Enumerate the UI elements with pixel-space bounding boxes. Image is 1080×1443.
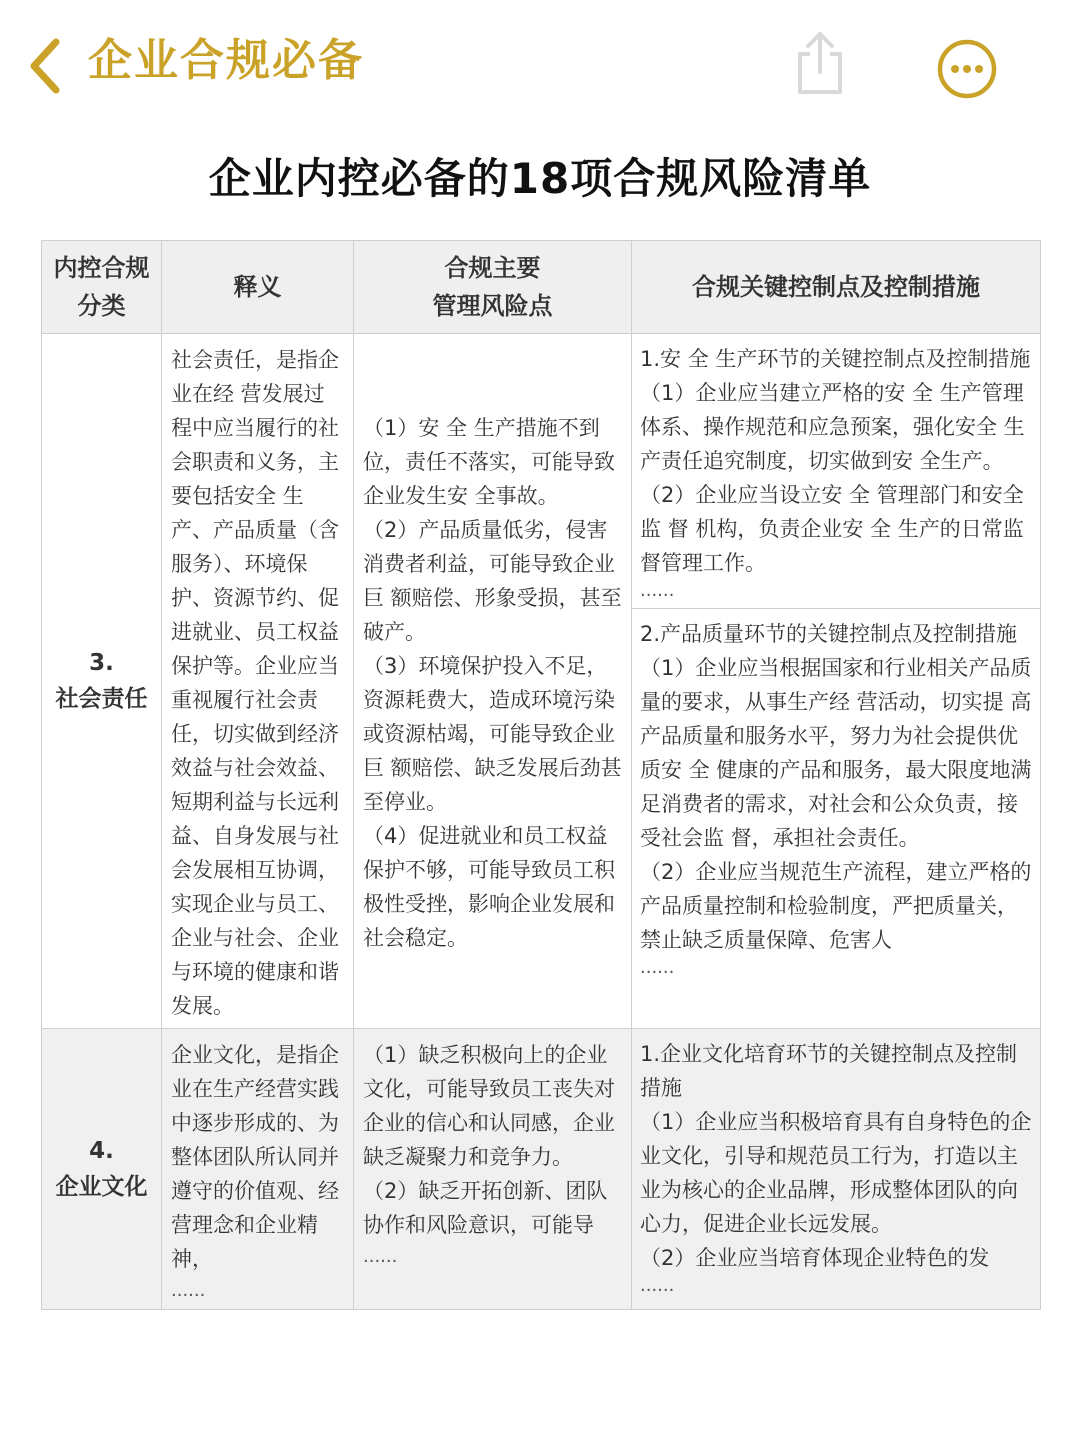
control-text: 1.安 全 生产环节的关键控制点及控制措施 （1）企业应当建立严格的安 全 生产管理体系、操作规范和应急预案，强化安全 生产责任追究制度，切实做到安 全生产。 （2）企业应当设立安 全 管理部门和安全 监 督 机构，负责企业安 全 生产的日常监 督管理工作。 (640, 347, 1031, 575)
header-category: 内控合规 分类 (42, 241, 162, 334)
definition-text: 企业文化，是指企业在生产经营实践中逐步形成的、为整体团队所认同并遵守的价值观、经营理念和企业精神， (171, 1043, 339, 1271)
risk-table (41, 240, 1041, 1310)
risks-cell (354, 1029, 632, 1310)
risks-text: （1）缺乏积极向上的企业文化，可能导致员工丧失对企业的信心和认同感，企业缺乏凝聚力和竞争力。 （2）缺乏开拓创新、团队协作和风险意识，可能导 (363, 1043, 615, 1237)
table-header-row (42, 241, 1041, 334)
header-controls: 合规关键控制点及控制措施 (632, 241, 1041, 334)
control-ellipsis: ...... (640, 1275, 675, 1296)
control-ellipsis: ...... (640, 580, 675, 601)
chevron-left-icon (22, 36, 70, 96)
definition-text: 社会责任，是指企业在经 营发展过程中应当履行的社会职责和义务，主要包括安全 生产、产品质量（含服务）、环境保护、资源节约、促进就业、员工权益保护等。企业应当重视履行社会责任，切实做到经济效益与社会效益、短期利益与长远利益、自身发展与社会发展相互协调，实现企业与员工、企业与社会、企业与环境的健康和谐发展。 (171, 348, 339, 1018)
control-text: 1.企业文化培育环节的关键控制点及控制措施 （1）企业应当积极培育具有自身特色的企业文化，引导和规范员工行为，打造以主业为核心的企业品牌，形成整体团队的向心力，促进企业长远发展。 （2）企业应当培育体现企业特色的发 (640, 1042, 1032, 1270)
share-button[interactable] (792, 30, 848, 96)
definition-ellipsis: ...... (171, 1280, 206, 1301)
header-definition: 释义 (162, 241, 354, 334)
table-row (42, 334, 1041, 1029)
control-ellipsis: ...... (640, 957, 675, 978)
category-cell (42, 1029, 162, 1310)
controls-cell (632, 1029, 1041, 1310)
category-label: 3. 社会责任 (55, 650, 148, 712)
risks-text: （1）安 全 生产措施不到位，责任不落实，可能导致企业发生安 全事故。 （2）产品质量低劣，侵害消费者利益，可能导致企业巨 额赔偿、形象受损，甚至破产。 （3）环境保护投入不足，资源耗费大，造成环境污染或资源枯竭，可能导致企业巨 额赔偿、缺乏发展后劲甚至停业。 （4）促进就业和员工权益保护不够，可能导致员工积极性受挫，影响企业发展和社会稳定。 (363, 416, 622, 950)
more-button[interactable] (936, 38, 998, 100)
back-button[interactable] (22, 36, 70, 96)
control-block (632, 1029, 1040, 1303)
table-row (42, 1029, 1041, 1310)
controls-cell (632, 334, 1041, 1029)
control-text: 2.产品质量环节的关键控制点及控制措施 （1）企业应当根据国家和行业相关产品质量的要求，从事生产经 营活动，切实提 高 产品质量和服务水平，努力为社会提供优质安 全 健康的产品和服务，最大限度地满足消费者的需求，对社会和公众负责，接受社会监 督，承担社会责任。 （2）企业应当规范生产流程，建立严格的产品质量控制和检验制度，严把质量关，禁止缺乏质量保障、危害人 (640, 622, 1032, 952)
risks-ellipsis: ...... (363, 1246, 398, 1267)
share-icon (792, 30, 848, 96)
category-cell (42, 334, 162, 1029)
definition-cell (162, 1029, 354, 1310)
nav-title: 企业合规必备 (88, 35, 364, 86)
header-risks: 合规主要 管理风险点 (354, 241, 632, 334)
document-title: 企业内控必备的18项合规风险清单 (208, 154, 872, 203)
control-block (632, 608, 1040, 985)
risks-cell (354, 334, 632, 1029)
definition-cell (162, 334, 354, 1029)
more-options-icon (936, 38, 998, 100)
control-block (632, 334, 1040, 608)
nav-bar (0, 0, 1080, 130)
category-label: 4. 企业文化 (55, 1138, 148, 1200)
